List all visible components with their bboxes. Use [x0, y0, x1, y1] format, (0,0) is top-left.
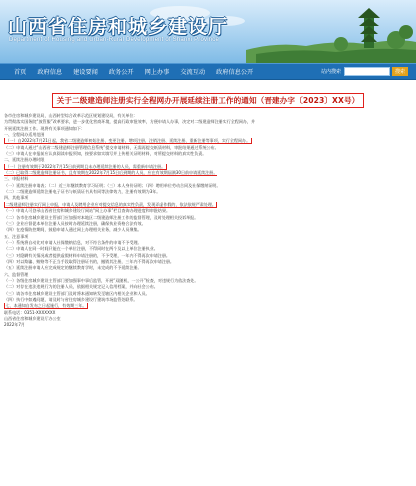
nav-item-interaction[interactable]: 交流互动 [180, 69, 206, 76]
search-input[interactable] [344, 67, 390, 76]
article-content [0, 80, 416, 329]
article-line-text: （五）延续注册申请人应完成规定的继续教育学时，未完成的不予延续注册。 [4, 265, 142, 271]
article-line-text: 开展延续注册工作。现将有关事项通知如下： [4, 125, 85, 131]
article-line-text: （一）各级住房城乡建设主管部门要加强事中事后监管，开展“双随机、一公开”检查，对违规行为依法查处。 [4, 277, 199, 283]
article-line-text: （三）请各市住房城乡建设主管部门及时将本通知转发至辖区内相关企业和人员。 [4, 290, 150, 296]
article-line-text: （四）对以欺骗、贿赂等不正当手段取得注册证书的，撤销其注册，三年内不得再次申请注册。 [4, 258, 174, 264]
article-line-text: 一、全程网办适用范围 [4, 132, 45, 138]
article-line-text: （一）系统将自动比对申请人社保缴纳信息，对不符合条件的申请不予受理。 [4, 239, 142, 245]
article-line-text: 六、监督管理 [4, 271, 29, 277]
article-title-wrap [4, 88, 412, 108]
article-line-text: 七、本通知自发布之日起施行，有效期三年。 [5, 303, 87, 309]
article-line-text: （三）申请人在申报前应认真阅读申报须知，按要求如实填写并上传相关证明材料，对所提交材料的真实性负责。 [4, 151, 207, 157]
article-line-text: （二）二级建造师延续注册电子证书与纸质证书具有同等法律效力，注册有效期为3年。 [4, 189, 161, 195]
article-line-text: （三）企业应督促本单位注册人员按时办理延续注册，确保执业资格合法有效。 [4, 220, 146, 226]
article-line-text: （二）已取得二级建造师注册证书，且有效期在2022年7月15日后到期的人员，应在有效期届满30日前申请延续注册。 [4, 170, 218, 176]
article-line-text: （二）对存在违法违规行为的注册人员，依据相关规定记入信用档案，并向社会公布。 [4, 284, 158, 290]
search-label: 站内搜索 [320, 69, 341, 75]
article-line-text: （二）申请人在同一时间只能在一个单位注册，不得同时在两个及以上单位注册执业。 [4, 246, 158, 252]
article-line [4, 322, 412, 328]
article-line-text: （一）注册有效期于2022年7月15日前到期且未办理延续注册的人员，需重新申请注册。 [5, 163, 166, 169]
site-subtitle: Department of Housing and Urban-Rural Development of Shanxi Province [9, 37, 220, 43]
article-line-text: 山西省住房和城乡建设厅办公室 [4, 316, 61, 321]
article-line-text: （四）在疫情防控期间，鼓励申请人通过网上办理相关业务，减少人员聚集。 [4, 227, 142, 233]
search-button[interactable]: 搜索 [392, 67, 408, 76]
nav-item-home[interactable]: 首页 [14, 69, 27, 76]
article-line-text: （二）各市住房城乡建设主管部门应加强对本地区二级建造师注册工作的监督管理，及时处理相关投诉举报。 [4, 214, 199, 220]
nav-item-gov-info[interactable]: 政府信息 [37, 69, 63, 76]
nav-item-affairs[interactable]: 政务公开 [108, 69, 134, 76]
article-line-text: 五、注意事项 [4, 233, 29, 239]
site-header [0, 0, 416, 63]
nav-item-news[interactable]: 建设要闻 [73, 69, 98, 76]
article-line-text: 联系电话：0351-XXXXXXX [4, 309, 56, 315]
article-line-text: （三）对隐瞒有关情况或者提供虚假材料申请注册的，不予受理，一年内不得再次申请注册。 [4, 252, 170, 258]
nav-item-online-service[interactable]: 网上办事 [144, 69, 170, 76]
article-line-text: 二级建造师注册实行网上申报，申请人及聘用企业应对提交信息的真实性负责，发现弄虚作假的，依法依规严肃处理。 [5, 201, 216, 207]
article-line-text: （四）执行中如遇问题，请及时与省住房城乡建设厅建筑市场监管处联系。 [4, 296, 138, 302]
article-line-text: 各市住房和城乡建设局，山西转型综合改革示范区规划建设局，有关单位： [4, 113, 138, 118]
site-title[interactable]: 山西省住房和城乡建设厅 [8, 16, 229, 38]
article-title: 关于二级建造师注册实行全程网办开展延续注册工作的通知（晋建办字〔2023〕XX号） [52, 93, 365, 108]
article-line-text: （一）延续注册申请表；（二）近三年继续教育学习证明；（三）本人身份证明；（四）聘用单位劳动合同及社保缴纳证明。 [4, 182, 221, 188]
article-line-text: （二）申请人通过“山西省二级建造师注册管理信息系统”提交申请材料，无需再提交纸质材料，审批结果通过系统公布。 [4, 144, 219, 150]
article-line-text: 三、申报材料 [4, 176, 29, 182]
article-line-text: 2022年7月 [4, 322, 25, 328]
article-line-text: 四、其他事项 [4, 195, 29, 201]
nav-item-disclosure[interactable]: 政府信息公开 [216, 69, 254, 76]
article-body [4, 113, 412, 329]
main-nav [0, 63, 416, 80]
nav-search [321, 67, 408, 76]
article-line-text: 为贯彻落实国务院“放管服”改革要求，进一步优化营商环境，提高行政审批效率，方便申请人办事，决定对二级建造师注册实行全程网办，并 [4, 119, 256, 125]
article-line-text: 二、延续注册办理时限 [4, 157, 45, 163]
pagoda-landscape-image [246, 0, 416, 63]
article-line-text: （一）自2022年7月21日起，我省二级建造师初始注册、变更注册、增项注册、注销注册、延续注册、重新注册等事项，实行全程网办。 [5, 138, 251, 144]
article-line-text: （一）申请人可登录山西省住房和城乡建设厅网站“网上办事”栏目查询办理进度和审批结果。 [4, 208, 171, 214]
